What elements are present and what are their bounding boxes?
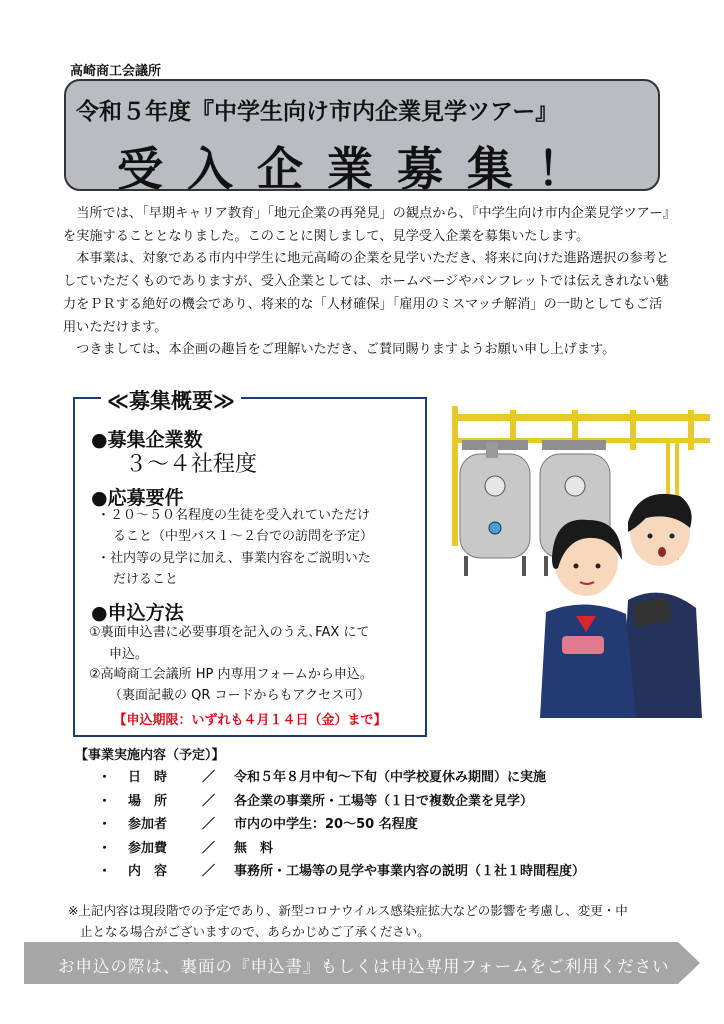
detail-row: ・ 参加者 ／ 市内の中学生：20～50 名程度 — [98, 813, 585, 837]
requirement-line: ること（中型バス１～２台での訪問を予定） — [113, 529, 374, 544]
apply-method-line: 申込。 — [109, 647, 149, 662]
detail-label: 参加費 — [128, 840, 168, 856]
apply-method-line: （裏面記載の QR コードからもアクセス可） — [109, 688, 371, 703]
detail-value: 無 料 — [234, 840, 274, 856]
summary-title: ≪募集概要≫ — [101, 385, 241, 415]
count-value: ３～４社程度 — [125, 452, 258, 477]
disclaimer-note: ※上記内容は現段階での予定であり、新型コロナウイルス感染症拡大などの影響を考慮し、変更・中 止となる場合がございますので、あらかじめご了承ください。 — [68, 903, 628, 939]
detail-row: ・ 場 所 ／ 各企業の事業所・工場等（１日で複数企業を見学） — [98, 790, 585, 814]
apply-method-heading: ●申込方法 — [91, 602, 184, 624]
page-title: 受入企業募集！ — [117, 142, 607, 196]
event-subtitle: 令和５年度『中学生向け市内企業見学ツアー』 — [76, 99, 559, 125]
intro-paragraph: 本事業は、対象である市内中学生に地元高崎の企業を見学いただき、将来に向けた進路選択の参考としていただくものでありますが、受入企業としては、ホームページやパンフレットでは伝えきれない魅力をＰＲする絶好の機会であり、将来的な「人材確保」「雇用のミスマッチ解消」の一助としてもご活用いただけます。 — [63, 251, 670, 335]
steel-tank-icon — [460, 440, 530, 576]
intro-paragraph: つきましては、本企画の趣旨をご理解いただき、ご賛同賜りますようお願い申し上げます。 — [76, 342, 616, 358]
title-banner — [64, 79, 660, 196]
apply-method-line: ①裏面申込書に必要事項を記入のうえ､FAX にて — [89, 625, 370, 640]
detail-label: 参加者 — [128, 817, 168, 832]
deadline-notice: 【申込期限：いずれも４月１４日（金）まで】 — [113, 713, 387, 728]
details-heading: 【事業実施内容（予定）】 — [75, 748, 225, 763]
factory-students-illustration — [450, 400, 712, 718]
detail-label: 内 容 — [128, 864, 168, 879]
requirement-line: だけること — [113, 572, 179, 587]
requirements-heading: ●応募要件 — [91, 487, 184, 509]
detail-value: 市内の中学生：20～50 名程度 — [234, 817, 418, 832]
detail-value: 事務所・工場等の見学や事業内容の説明（１社１時間程度） — [234, 864, 586, 879]
details-list — [98, 766, 585, 884]
footer-banner — [24, 942, 700, 984]
detail-row: ・ 日 時 ／ 令和５年８月中旬～下旬（中学校夏休み期間）に実施 — [98, 766, 585, 790]
requirement-line: ・２０～５０名程度の生徒を受入れていただけ — [97, 508, 371, 523]
recruitment-summary-box — [73, 389, 427, 737]
apply-method-line: ②高崎商工会議所 HP 内専用フォームから申込。 — [89, 667, 373, 682]
detail-label: 場 所 — [128, 793, 168, 809]
footer-banner-text: お申込の際は、裏面の『申込書』もしくは申込専用フォームをご利用ください — [58, 957, 670, 976]
detail-value: 令和５年８月中旬～下旬（中学校夏休み期間）に実施 — [234, 770, 547, 785]
organization-name: 高崎商工会議所 — [70, 64, 162, 79]
intro-text — [63, 203, 673, 362]
boy-student-icon — [622, 494, 702, 718]
detail-row: ・ 参加費 ／ 無 料 — [98, 837, 585, 861]
girl-student-icon — [540, 520, 636, 718]
count-heading: ●募集企業数 — [91, 429, 203, 451]
detail-label: 日 時 — [128, 770, 168, 785]
requirement-line: ・社内等の見学に加え、事業内容をご説明いた — [97, 551, 371, 566]
intro-paragraph: 当所では、「早期キャリア教育」「地元企業の再発見」の観点から、『中学生向け市内企業見学ツアー』を実施することとなりました。このことに関しまして、見学受入企業を募集いたします。 — [63, 206, 670, 244]
detail-value: 各企業の事業所・工場等（１日で複数企業を見学） — [234, 793, 534, 809]
detail-row: ・ 内 容 ／ 事務所・工場等の見学や事業内容の説明（１社１時間程度） — [98, 860, 585, 884]
